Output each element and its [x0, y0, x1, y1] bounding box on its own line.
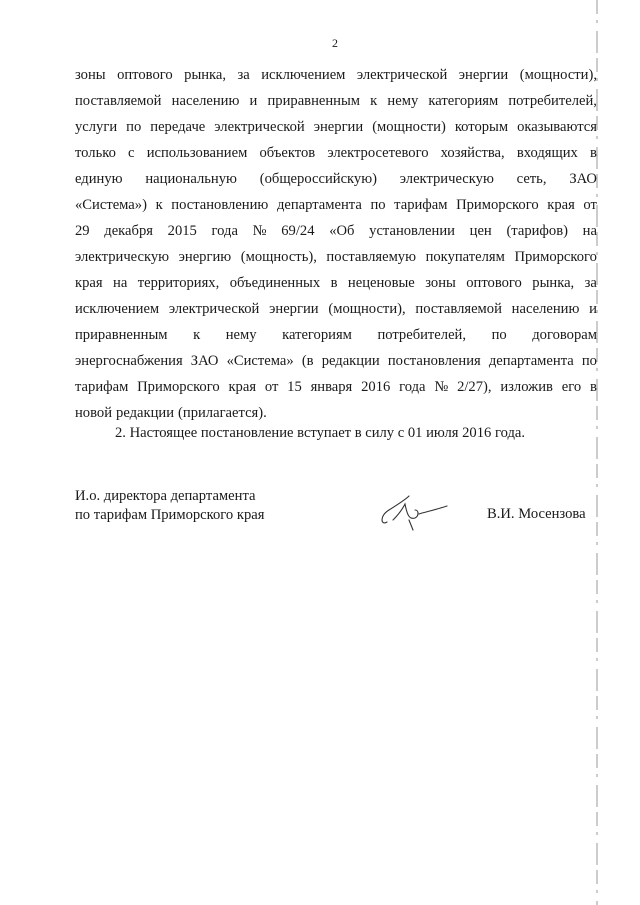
- signatory-name: В.И. Мосензова: [487, 506, 586, 522]
- word: оптового: [466, 275, 522, 291]
- word: (мощности): [372, 119, 446, 135]
- word: года: [399, 379, 426, 395]
- word: редакции: [116, 405, 175, 421]
- word: нему: [225, 327, 257, 343]
- word: к: [370, 93, 378, 109]
- word: объектов: [259, 145, 316, 161]
- word: энергоснабжения: [75, 353, 183, 369]
- word: приравненным: [267, 93, 361, 109]
- word: установлении: [369, 223, 455, 239]
- word: оказываются: [517, 119, 597, 135]
- word: электрической: [168, 301, 260, 317]
- text-line: [75, 62, 597, 88]
- text-line: [75, 218, 597, 244]
- word: 69/24: [281, 223, 315, 239]
- word: 2/27),: [457, 379, 492, 395]
- text-line: [75, 296, 597, 322]
- text-line: [75, 88, 597, 114]
- word: энергии: [313, 119, 364, 135]
- word: (тарифов): [506, 223, 568, 239]
- scan-edge-line: [594, 0, 600, 905]
- word: нему: [387, 93, 419, 109]
- word: Приморского: [137, 379, 220, 395]
- word: и: [249, 93, 258, 109]
- word: «Об: [329, 223, 355, 239]
- text-line: [75, 244, 597, 270]
- word: исключением: [261, 67, 346, 83]
- word: входящих: [516, 145, 578, 161]
- word: в: [589, 379, 597, 395]
- word: 15: [287, 379, 302, 395]
- word: категориям: [282, 327, 352, 343]
- word: ЗАО: [190, 353, 219, 369]
- text-line: [75, 114, 597, 140]
- text-line: [75, 140, 597, 166]
- word: края: [75, 275, 103, 291]
- paragraph-1: [75, 62, 597, 426]
- word: тарифам: [75, 379, 129, 395]
- word: поставляемую: [326, 249, 417, 265]
- word: электрическую: [75, 249, 170, 265]
- word: по: [491, 327, 507, 343]
- text-line: [75, 348, 597, 374]
- word: 2015: [167, 223, 197, 239]
- word: тарифам: [394, 197, 448, 213]
- word: Приморского: [514, 249, 597, 265]
- word: Приморского: [456, 197, 539, 213]
- text-line: [75, 322, 597, 348]
- word: от: [583, 197, 597, 213]
- word: изложив: [500, 379, 553, 395]
- handwritten-signature: [375, 490, 455, 535]
- word: и: [589, 301, 597, 317]
- word: к: [193, 327, 201, 343]
- word: к: [155, 197, 163, 213]
- word: сеть,: [516, 171, 547, 187]
- word: постановления: [387, 353, 481, 369]
- word: в: [330, 275, 338, 291]
- word: №: [252, 223, 267, 239]
- word: (мощность),: [240, 249, 317, 265]
- word: национальную: [145, 171, 237, 187]
- word: (прилагается).: [178, 405, 267, 421]
- word: потребителей,: [377, 327, 467, 343]
- word: постановлению: [171, 197, 269, 213]
- word: поставляемой: [415, 301, 502, 317]
- text-line: [75, 166, 597, 192]
- word: энергии: [458, 67, 509, 83]
- text-line: [75, 192, 597, 218]
- word: (мощности),: [519, 67, 597, 83]
- word: неценовые: [347, 275, 415, 291]
- word: за: [584, 275, 597, 291]
- word: «Система»: [226, 353, 294, 369]
- word: по: [370, 197, 386, 213]
- word: только: [75, 145, 116, 161]
- signatory-title-line-2: по тарифам Приморского края: [75, 507, 265, 523]
- word: зоны: [425, 275, 456, 291]
- text-line: [75, 374, 597, 400]
- word: хозяйства,: [440, 145, 505, 161]
- text-line: [75, 270, 597, 296]
- word: новой: [75, 405, 113, 421]
- word: электрической: [214, 119, 305, 135]
- word: ЗАО: [569, 171, 597, 187]
- word: потребителей,: [508, 93, 597, 109]
- signatory-title-line-1: И.о. директора департамента: [75, 488, 256, 504]
- word: зоны: [75, 67, 106, 83]
- word: декабря: [104, 223, 153, 239]
- word: электросетевого: [327, 145, 429, 161]
- word: использованием: [146, 145, 248, 161]
- word: рынка,: [532, 275, 575, 291]
- text-line: [75, 400, 597, 426]
- word: категориям: [428, 93, 499, 109]
- word: по: [126, 119, 142, 135]
- word: января: [310, 379, 353, 395]
- word: электрической: [356, 67, 448, 83]
- word: населению: [511, 301, 580, 317]
- word: на: [113, 275, 128, 291]
- word: цен: [469, 223, 492, 239]
- paragraph-2: 2. Настоящее постановление вступает в силу с 01 июля 2016 года.: [115, 425, 525, 441]
- word: 2016: [361, 379, 391, 395]
- word: оптового: [117, 67, 173, 83]
- word: (в: [301, 353, 314, 369]
- word: услуги: [75, 119, 118, 135]
- word: приравненным: [75, 327, 168, 343]
- word: электрическую: [399, 171, 494, 187]
- word: по: [581, 353, 597, 369]
- word: с: [128, 145, 135, 161]
- signatory-title: [75, 487, 264, 525]
- word: 29: [75, 223, 90, 239]
- word: территориях,: [137, 275, 220, 291]
- page-number: 2: [332, 36, 338, 50]
- word: объединенных: [229, 275, 321, 291]
- word: края: [547, 197, 575, 213]
- word: исключением: [75, 301, 160, 317]
- word: края: [228, 379, 257, 395]
- word: года: [211, 223, 238, 239]
- word: передаче: [150, 119, 206, 135]
- word: от: [264, 379, 279, 395]
- word: энергии: [269, 301, 319, 317]
- word: (общероссийскую): [259, 171, 377, 187]
- word: редакции: [321, 353, 380, 369]
- word: единую: [75, 171, 123, 187]
- word: рынка,: [184, 67, 227, 83]
- word: энергию: [178, 249, 232, 265]
- word: (мощности),: [328, 301, 406, 317]
- word: департамента: [488, 353, 574, 369]
- word: в: [590, 145, 597, 161]
- word: на: [582, 223, 597, 239]
- word: его: [561, 379, 582, 395]
- word: покупателям: [425, 249, 505, 265]
- word: «Система»): [75, 197, 147, 213]
- word: №: [434, 379, 449, 395]
- word: за: [237, 67, 250, 83]
- word: департамента: [276, 197, 362, 213]
- word: которым: [454, 119, 509, 135]
- word: поставляемой: [75, 93, 162, 109]
- word: населению: [171, 93, 240, 109]
- word: договорам: [532, 327, 597, 343]
